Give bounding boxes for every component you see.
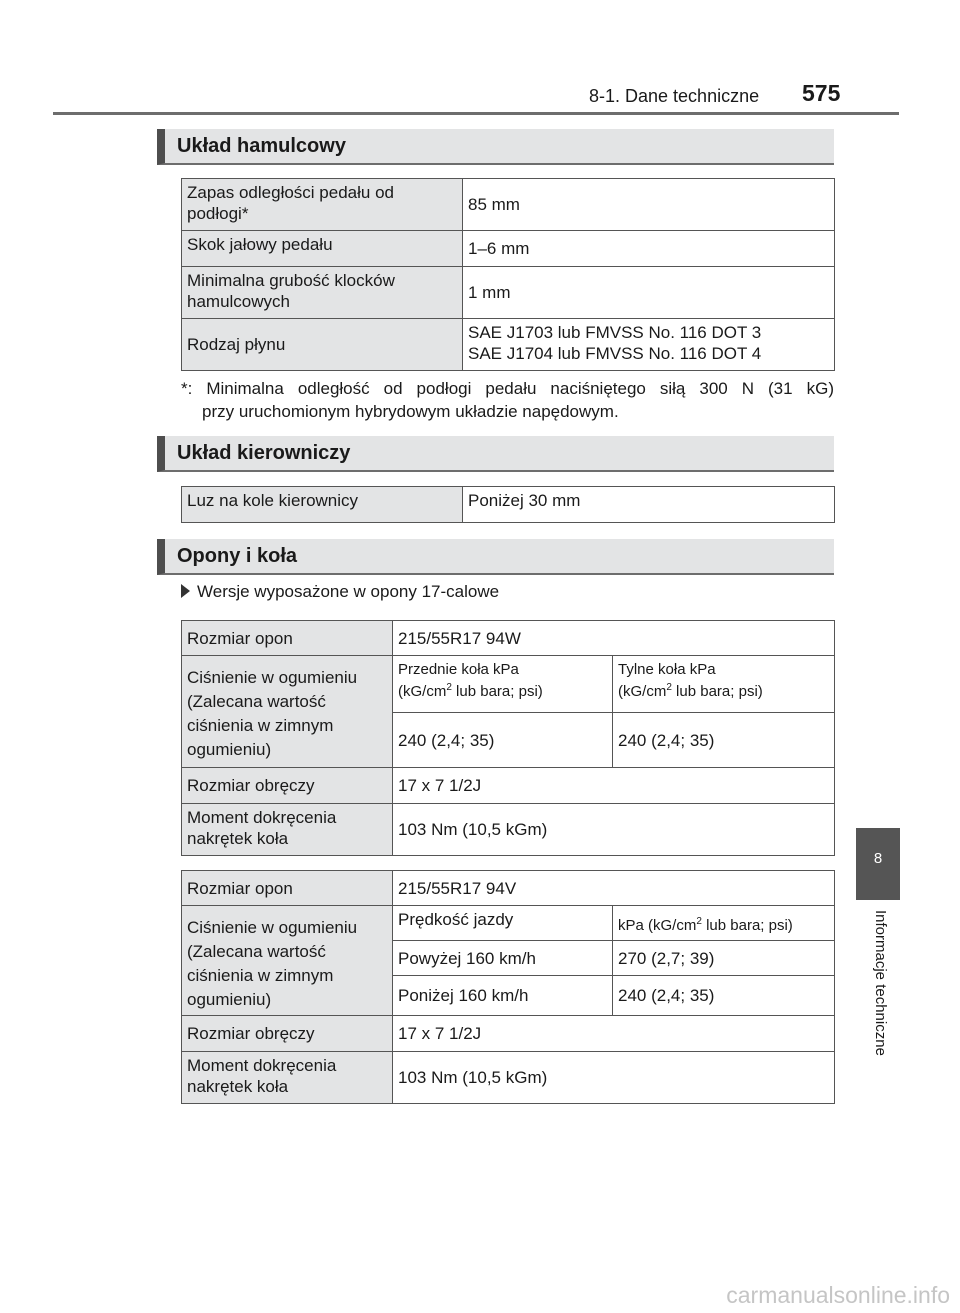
rear-wheels-header-line-1: Tylne koła kPa xyxy=(618,661,716,678)
fluid-type-label: Rodzaj płynu xyxy=(182,319,463,371)
nut-torque-value: 103 Nm (10,5 kGm) xyxy=(393,1052,835,1104)
rim-size-value: 17 x 7 1/2J xyxy=(393,768,835,804)
table-row xyxy=(182,487,835,523)
brake-pedal-reserve-label: Zapas odległości pedału od podłogi* xyxy=(182,179,463,231)
brakes-table xyxy=(181,178,835,371)
tire-size-value: 215/55R17 94V xyxy=(393,871,835,906)
steering-free-play-value: Poniżej 30 mm xyxy=(463,487,835,523)
rear-wheels-header-line-2 xyxy=(618,679,829,701)
front-wheels-header-line-2 xyxy=(398,679,607,701)
front-unit-text-2: lub bara; psi) xyxy=(451,683,543,700)
pressure-above-value: 270 (2,7; 39) xyxy=(613,941,835,976)
tire-size-value: 215/55R17 94W xyxy=(393,621,835,656)
front-wheels-header-line-1: Przednie koła kPa xyxy=(398,661,519,678)
steering-heading xyxy=(157,436,834,472)
pad-thickness-label: Minimalna grubość klocków hamulcowych xyxy=(182,267,463,319)
front-unit-text: (kG/cm xyxy=(398,683,447,700)
steering-free-play-label: Luz na kole kierownicy xyxy=(182,487,463,523)
chapter-tab xyxy=(856,828,900,900)
front-wheels-header xyxy=(393,656,613,713)
nut-torque-label: Moment dokręcenia nakrętek koła xyxy=(182,804,393,856)
table-row xyxy=(182,804,835,856)
tire-pressure-label: Ciśnienie w ogumieniu (Zalecana wartość ciśnienia w zimnym ogumieniu) xyxy=(182,656,393,768)
steering-table xyxy=(181,486,835,523)
watermark: carmanualsonline.info xyxy=(726,1282,950,1308)
header-divider xyxy=(53,112,899,115)
table-row xyxy=(182,871,835,906)
arrow-bullet-icon xyxy=(181,584,190,598)
nut-torque-value: 103 Nm (10,5 kGm) xyxy=(393,804,835,856)
tire-size-label: Rozmiar opon xyxy=(182,621,393,656)
tire-table-94v xyxy=(181,870,835,1104)
chapter-label xyxy=(869,910,889,1100)
pad-thickness-value: 1 mm xyxy=(463,267,835,319)
version-bullet-text: Wersje wyposażone w opony 17-calowe xyxy=(197,582,500,601)
unit-header-sup: 2 xyxy=(696,915,702,927)
table-row xyxy=(182,1052,835,1104)
rear-unit-text: (kG/cm xyxy=(618,683,667,700)
pedal-free-play-label: Skok jałowy pedału xyxy=(182,231,463,267)
pressure-unit-header xyxy=(613,906,835,941)
brake-pedal-reserve-value: 85 mm xyxy=(463,179,835,231)
rear-wheels-header xyxy=(613,656,835,713)
tire-table-94w xyxy=(181,620,835,856)
unit-header-text: kPa (kG/cm xyxy=(618,916,697,934)
rim-size-label: Rozmiar obręczy xyxy=(182,1016,393,1052)
pressure-below-value: 240 (2,4; 35) xyxy=(613,976,835,1016)
speed-above-label: Powyżej 160 km/h xyxy=(393,941,613,976)
rear-unit-text-2: lub bara; psi) xyxy=(671,683,763,700)
table-row xyxy=(182,656,835,713)
table-row xyxy=(182,768,835,804)
tires-heading-text: Opony i koła xyxy=(177,545,298,567)
speed-header: Prędkość jazdy xyxy=(393,906,613,941)
table-row xyxy=(182,319,835,371)
table-row xyxy=(182,179,835,231)
tire-size-label: Rozmiar opon xyxy=(182,871,393,906)
table-row xyxy=(182,267,835,319)
brakes-heading xyxy=(157,129,834,165)
rear-pressure-value: 240 (2,4; 35) xyxy=(613,713,835,768)
footnote xyxy=(181,377,834,423)
table-row xyxy=(182,1016,835,1052)
steering-heading-text: Układ kierowniczy xyxy=(177,442,351,464)
speed-below-label: Poniżej 160 km/h xyxy=(393,976,613,1016)
chapter-label-text: Informacje techniczne xyxy=(872,910,889,1056)
fluid-type-value xyxy=(463,319,835,371)
front-unit-sup: 2 xyxy=(446,682,452,693)
page-number: 575 xyxy=(802,80,841,106)
footnote-marker: *: xyxy=(181,379,193,398)
rear-unit-sup: 2 xyxy=(666,682,672,693)
section-title: 8-1. Dane techniczne xyxy=(589,86,760,106)
rim-size-label: Rozmiar obręczy xyxy=(182,768,393,804)
version-bullet xyxy=(181,582,499,602)
table-row xyxy=(182,231,835,267)
footnote-line-1: Minimalna odległość od podłogi pedału naciśniętego siłą 300 N (31 kG) xyxy=(206,379,834,398)
fluid-type-value-line-2: SAE J1704 lub FMVSS No. 116 DOT 4 xyxy=(468,344,762,363)
pedal-free-play-value: 1–6 mm xyxy=(463,231,835,267)
front-pressure-value: 240 (2,4; 35) xyxy=(393,713,613,768)
unit-header-text-2: lub bara; psi) xyxy=(701,916,793,934)
tire-pressure-label: Ciśnienie w ogumieniu (Zalecana wartość ciśnienia w zimnym ogumieniu) xyxy=(182,906,393,1016)
chapter-number: 8 xyxy=(873,850,883,867)
rim-size-value: 17 x 7 1/2J xyxy=(393,1016,835,1052)
tires-heading xyxy=(157,539,834,575)
table-row xyxy=(182,906,835,941)
nut-torque-label: Moment dokręcenia nakrętek koła xyxy=(182,1052,393,1104)
footnote-line-2: przy uruchomionym hybrydowym układzie napędowym. xyxy=(202,402,619,421)
brakes-heading-text: Układ hamulcowy xyxy=(177,135,346,157)
fluid-type-value-line-1: SAE J1703 lub FMVSS No. 116 DOT 3 xyxy=(468,323,762,342)
table-row xyxy=(182,621,835,656)
